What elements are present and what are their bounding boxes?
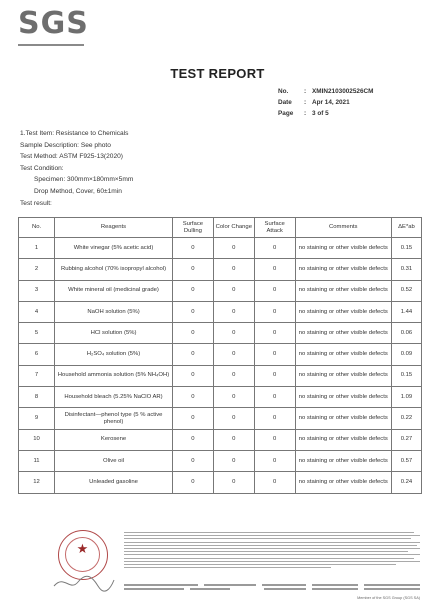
cell-surface-attack: 0 [254,301,295,322]
drop-method: Drop Method, Cover, 60±1min [34,187,122,195]
cell-surface-dulling: 0 [172,408,213,429]
meta-label: Page [278,110,294,117]
table-row [19,301,422,322]
test-result-label: Test result: [20,199,52,207]
table-row [19,365,422,386]
cell-color-change: 0 [213,365,254,386]
cell-comments: no staining or other visible defects [295,408,391,429]
cell-color-change: 0 [213,344,254,365]
cell-surface-attack: 0 [254,323,295,344]
table-row [19,259,422,280]
cell-reagent: Disinfectant—phenol type (5 % active phenol) [55,408,173,429]
report-page: Page : 3 of 5 [278,110,329,117]
cell-comments: no staining or other visible defects [295,238,391,259]
report-meta [278,86,373,119]
meta-value: Apr 14, 2021 [312,99,350,106]
specimen-size: Specimen: 300mm×180mm×5mm [34,176,134,184]
report-footer [52,524,424,606]
cell-surface-dulling: 0 [172,472,213,493]
cell-color-change: 0 [213,450,254,471]
test-item: 1.Test Item: Resistance to Chemicals [20,130,129,137]
test-method: Test Method: ASTM F925-13(2020) [20,153,123,161]
cell-surface-dulling: 0 [172,323,213,344]
cell-surface-dulling: 0 [172,365,213,386]
cell-color-change: 0 [213,301,254,322]
cell-reagent: White mineral oil (medicinal grade) [55,280,173,301]
col-header-comments: Comments [295,218,391,238]
table-row [19,472,422,493]
table-row [19,344,422,365]
cell-color-change: 0 [213,323,254,344]
cell-surface-attack: 0 [254,408,295,429]
cell-delta-e: 0.24 [391,472,421,493]
col-header-surface-dulling: Surface Dulling [172,218,213,238]
cell-comments: no staining or other visible defects [295,280,391,301]
logo-underline [18,44,84,46]
cell-delta-e: 0.22 [391,408,421,429]
cell-comments: no staining or other visible defects [295,472,391,493]
cell-surface-dulling: 0 [172,280,213,301]
cell-reagent: Rubbing alcohol (70% isopropyl alcohol) [55,259,173,280]
col-header-delta-e: ΔE*ab [391,218,421,238]
cell-comments: no staining or other visible defects [295,344,391,365]
cell-color-change: 0 [213,408,254,429]
col-header-surface-attack: Surface Attack [254,218,295,238]
cell-color-change: 0 [213,238,254,259]
col-header-color-change: Color Change [213,218,254,238]
star-icon: ★ [76,541,89,556]
cell-reagent: NaOH solution (5%) [55,301,173,322]
disclaimer-text [124,532,420,570]
cell-comments: no staining or other visible defects [295,323,391,344]
cell-reagent: Household ammonia solution (5% NH₄OH) [55,365,173,386]
cell-comments: no staining or other visible defects [295,429,391,450]
cell-surface-dulling: 0 [172,301,213,322]
cell-surface-dulling: 0 [172,238,213,259]
cell-no: 8 [19,387,55,408]
cell-no: 1 [19,238,55,259]
sgs-membership-note: Member of the SGS Group (SGS SA) [357,596,420,600]
results-table [18,217,422,494]
cell-no: 9 [19,408,55,429]
cell-surface-dulling: 0 [172,429,213,450]
table-row [19,450,422,471]
table-row [19,323,422,344]
cell-color-change: 0 [213,472,254,493]
table-header-row [19,218,422,238]
cell-no: 2 [19,259,55,280]
meta-label: No. [278,88,289,95]
cell-reagent: Unleaded gasoline [55,472,173,493]
table-row [19,429,422,450]
cell-delta-e: 0.15 [391,238,421,259]
cell-delta-e: 0.06 [391,323,421,344]
table-row [19,238,422,259]
contact-address-lines [124,584,420,590]
cell-surface-attack: 0 [254,259,295,280]
cell-color-change: 0 [213,280,254,301]
results-body [19,238,422,494]
cell-surface-attack: 0 [254,238,295,259]
cell-delta-e: 0.57 [391,450,421,471]
cell-surface-attack: 0 [254,365,295,386]
sgs-logo: SGS [18,6,89,41]
table-row [19,280,422,301]
test-condition: Test Condition: [20,164,64,172]
cell-surface-dulling: 0 [172,259,213,280]
cell-delta-e: 0.09 [391,344,421,365]
cell-comments: no staining or other visible defects [295,301,391,322]
report-number: No. : XMIN2103002526CM [278,88,374,95]
cell-delta-e: 0.27 [391,429,421,450]
cell-no: 11 [19,450,55,471]
col-header-reagents: Reagents [55,218,173,238]
cell-comments: no staining or other visible defects [295,450,391,471]
meta-label: Date [278,99,292,106]
report-title: TEST REPORT [170,66,265,81]
table-row [19,408,422,429]
table-row [19,387,422,408]
cell-surface-dulling: 0 [172,344,213,365]
cell-reagent: HCl solution (5%) [55,323,173,344]
cell-comments: no staining or other visible defects [295,365,391,386]
cell-reagent: Olive oil [55,450,173,471]
cell-surface-attack: 0 [254,344,295,365]
test-info [20,128,133,209]
cell-no: 7 [19,365,55,386]
meta-value: XMIN2103002526CM [312,88,374,95]
cell-surface-dulling: 0 [172,450,213,471]
cell-color-change: 0 [213,387,254,408]
signature-scribble [52,572,116,594]
cell-surface-dulling: 0 [172,387,213,408]
cell-color-change: 0 [213,429,254,450]
cell-delta-e: 1.09 [391,387,421,408]
cell-reagent: Household bleach (5.25% NaClO AR) [55,387,173,408]
cell-reagent: Kerosene [55,429,173,450]
sample-description: Sample Description: See photo [20,141,111,149]
cell-delta-e: 0.31 [391,259,421,280]
cell-comments: no staining or other visible defects [295,259,391,280]
cell-reagent: White vinegar (5% acetic acid) [55,238,173,259]
cell-no: 4 [19,301,55,322]
cell-no: 10 [19,429,55,450]
cell-no: 12 [19,472,55,493]
cell-surface-attack: 0 [254,472,295,493]
col-header-no: No. [19,218,55,238]
cell-surface-attack: 0 [254,450,295,471]
report-date: Date : Apr 14, 2021 [278,99,350,106]
cell-delta-e: 0.52 [391,280,421,301]
cell-no: 5 [19,323,55,344]
cell-delta-e: 0.15 [391,365,421,386]
cell-surface-attack: 0 [254,429,295,450]
meta-value: 3 of 5 [312,110,329,117]
cell-color-change: 0 [213,259,254,280]
cell-no: 6 [19,344,55,365]
cell-delta-e: 1.44 [391,301,421,322]
cell-reagent: H₂SO₄ solution (5%) [55,344,173,365]
cell-surface-attack: 0 [254,280,295,301]
cell-comments: no staining or other visible defects [295,387,391,408]
cell-no: 3 [19,280,55,301]
cell-surface-attack: 0 [254,387,295,408]
